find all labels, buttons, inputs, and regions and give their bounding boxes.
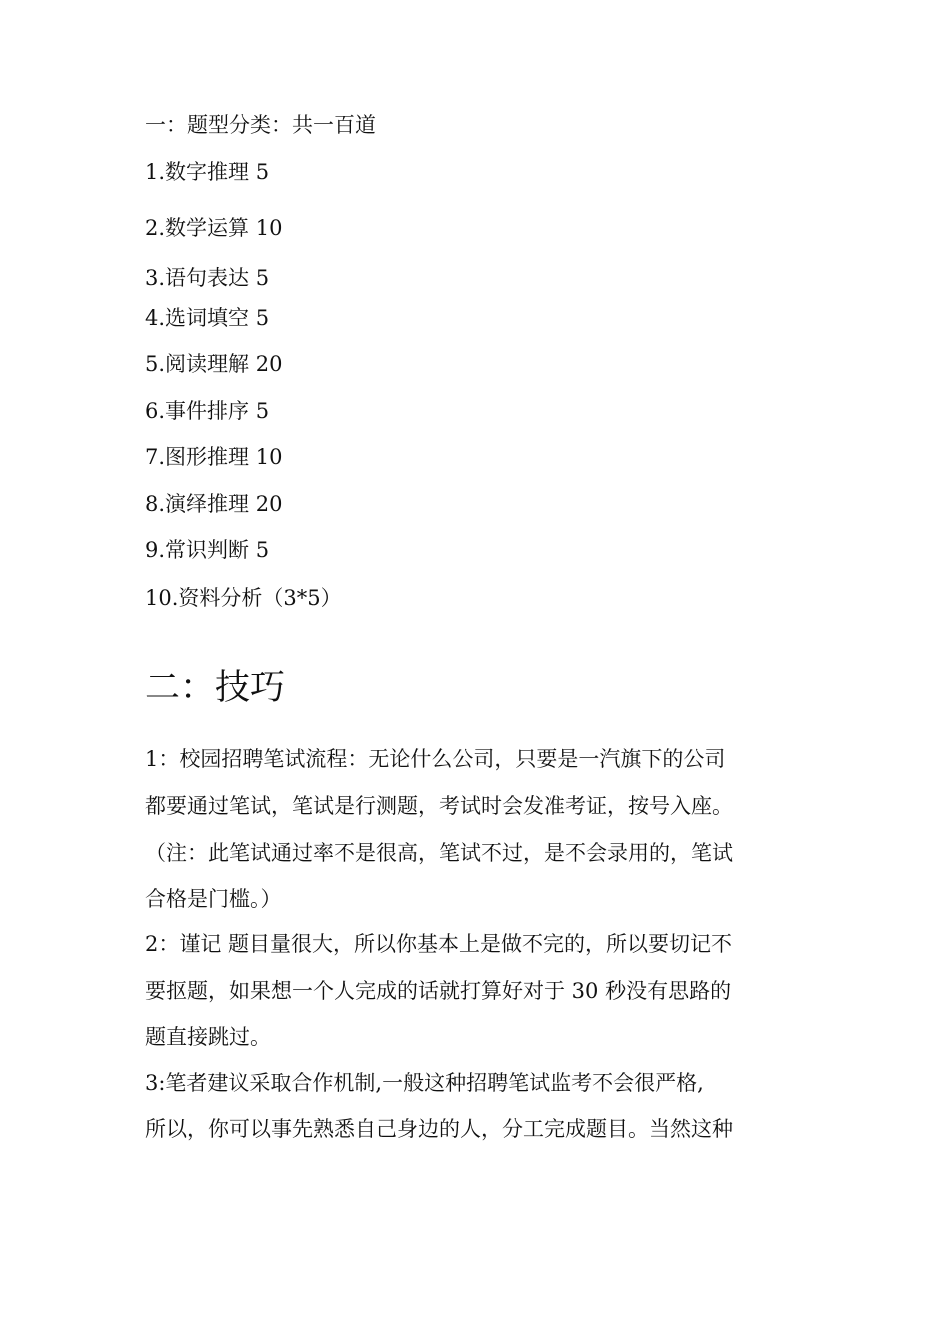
paragraph-line: 1：校园招聘笔试流程：无论什么公司，只要是一汽旗下的公司 xyxy=(145,747,726,771)
paragraph-line: 题直接跳过。 xyxy=(145,1025,271,1049)
paragraph-line: 要抠题，如果想一个人完成的话就打算好对于 30 秒没有思路的 xyxy=(145,979,732,1003)
paragraph-line: （注：此笔试通过率不是很高，笔试不过，是不会录用的，笔试 xyxy=(145,841,733,865)
list-item: 10.资料分析（3*5） xyxy=(145,586,342,610)
list-item: 1.数字推理 5 xyxy=(145,160,270,184)
list-item: 9.常识判断 5 xyxy=(145,538,270,562)
list-item: 3.语句表达 5 xyxy=(145,266,270,290)
paragraph-line: 2：谨记 题目量很大，所以你基本上是做不完的，所以要切记不 xyxy=(145,932,733,956)
paragraph-line: 都要通过笔试，笔试是行测题，考试时会发准考证，按号入座。 xyxy=(145,794,733,818)
list-item: 7.图形推理 10 xyxy=(145,445,283,469)
paragraph-line: 3:笔者建议采取合作机制,一般这种招聘笔试监考不会很严格, xyxy=(145,1071,704,1095)
paragraph-line: 合格是门槛。） xyxy=(145,887,282,911)
list-item: 4.选词填空 5 xyxy=(145,306,270,330)
section-heading-tips: 二：技巧 xyxy=(145,668,286,708)
list-item: 2.数学运算 10 xyxy=(145,216,283,240)
paragraph-line: 所以，你可以事先熟悉自己身边的人，分工完成题目。当然这种 xyxy=(145,1117,733,1141)
list-item: 6.事件排序 5 xyxy=(145,399,270,423)
list-item: 8.演绎推理 20 xyxy=(145,492,283,516)
section-heading-question-types: 一：题型分类：共一百道 xyxy=(145,113,376,137)
list-item: 5.阅读理解 20 xyxy=(145,352,283,376)
